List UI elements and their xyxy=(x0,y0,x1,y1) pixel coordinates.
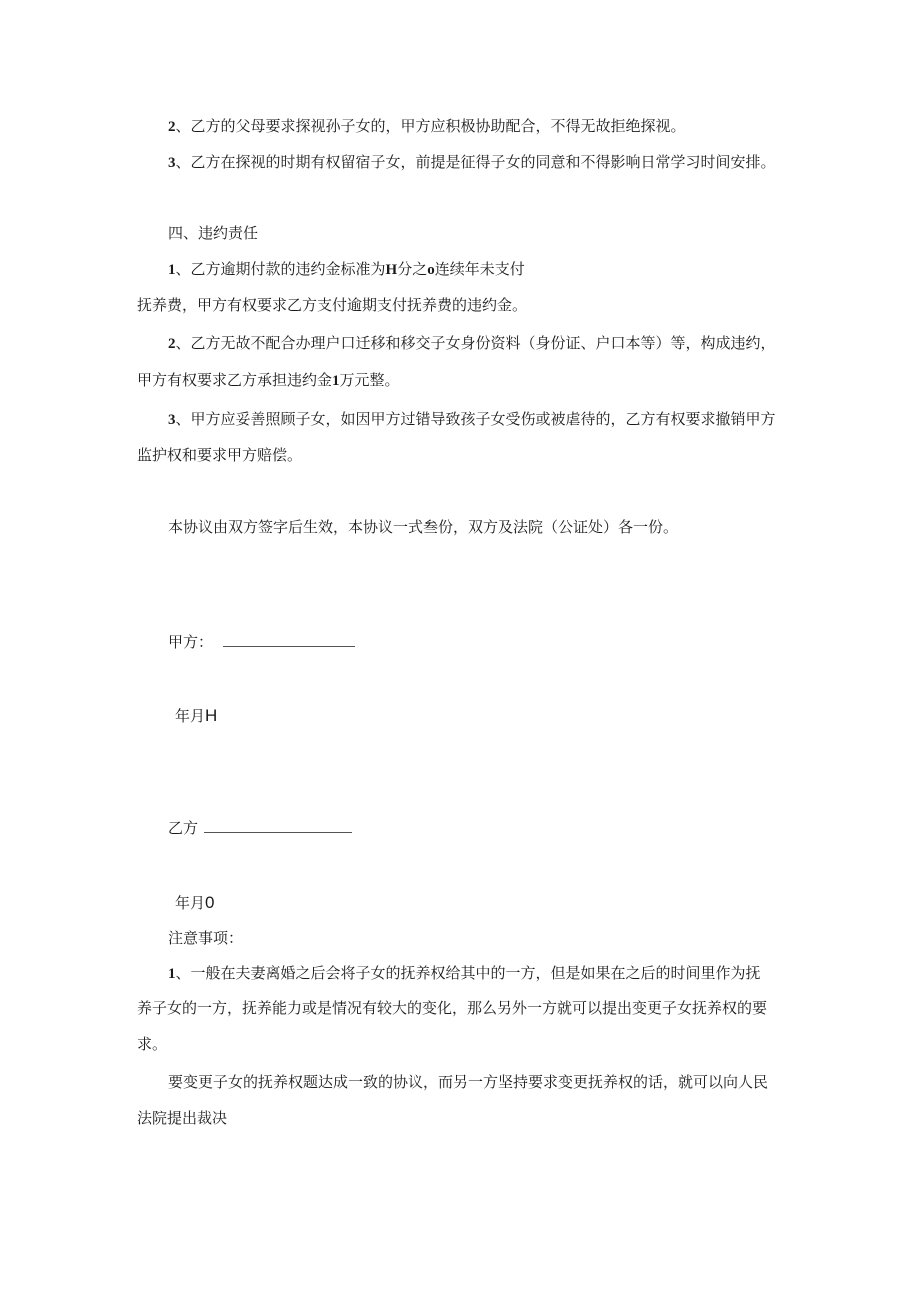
clause-4-item-1-line-1: 1、乙方逾期付款的违约金标准为H分之o连续年未支付 xyxy=(168,260,525,278)
clause-4-item-2-line-1: 2、乙方无故不配合办理户口迁移和移交子女身份资料（身份证、户口本等）等，构成违约， xyxy=(168,334,776,352)
party-a-date: 年月H xyxy=(175,706,218,725)
clause-3-item-3: 3、乙方在探视的时期有权留宿子女，前提是征得子女的同意和不得影响日常学习时间安排。 xyxy=(168,153,776,171)
party-b-signature-line xyxy=(204,818,352,833)
effect-statement: 本协议由双方签字后生效，本协议一式叁份，双方及法院（公证处）各一份。 xyxy=(168,518,679,536)
party-a-signature-line xyxy=(223,632,355,647)
party-b-signature: 乙方 xyxy=(168,818,352,838)
notes-paragraph-line-2: 法院提出裁决 xyxy=(137,1109,228,1127)
party-a-signature: 甲方： xyxy=(168,632,355,652)
clause-4-item-1-line-2: 抚养费，甲方有权要求乙方支付逾期支付抚养费的违约金。 xyxy=(137,296,528,314)
notes-item-1-line-2: 养子女的一方，抚养能力或是情况有较大的变化，那么另外一方就可以提出变更子女抚养权的要 xyxy=(137,999,768,1017)
clause-4-item-3-line-1: 3、甲方应妥善照顾子女，如因甲方过错导致孩子女受伤或被虐待的，乙方有权要求撤销甲方 xyxy=(168,410,776,428)
notes-paragraph-line-1: 要变更子女的抚养权题达成一致的协议，而另一方坚持要求变更抚养权的话，就可以向人民 xyxy=(168,1073,769,1091)
notes-heading: 注意事项： xyxy=(168,929,244,947)
clause-4-item-2-line-2: 甲方有权要求乙方承担违约金1万元整。 xyxy=(137,371,400,389)
party-b-date: 年月0 xyxy=(175,893,215,912)
notes-item-1-line-3: 求。 xyxy=(137,1035,168,1053)
clause-3-item-2: 2、乙方的父母要求探视孙子女的，甲方应积极协助配合，不得无故拒绝探视。 xyxy=(168,117,686,135)
section-heading-breach: 四、违约责任 xyxy=(168,224,259,242)
notes-item-1-line-1: 1、一般在夫妻离婚之后会将子女的抚养权给其中的一方，但是如果在之后的时间里作为抚 xyxy=(168,964,761,982)
clause-4-item-3-line-2: 监护权和要求甲方赔偿。 xyxy=(137,446,303,464)
